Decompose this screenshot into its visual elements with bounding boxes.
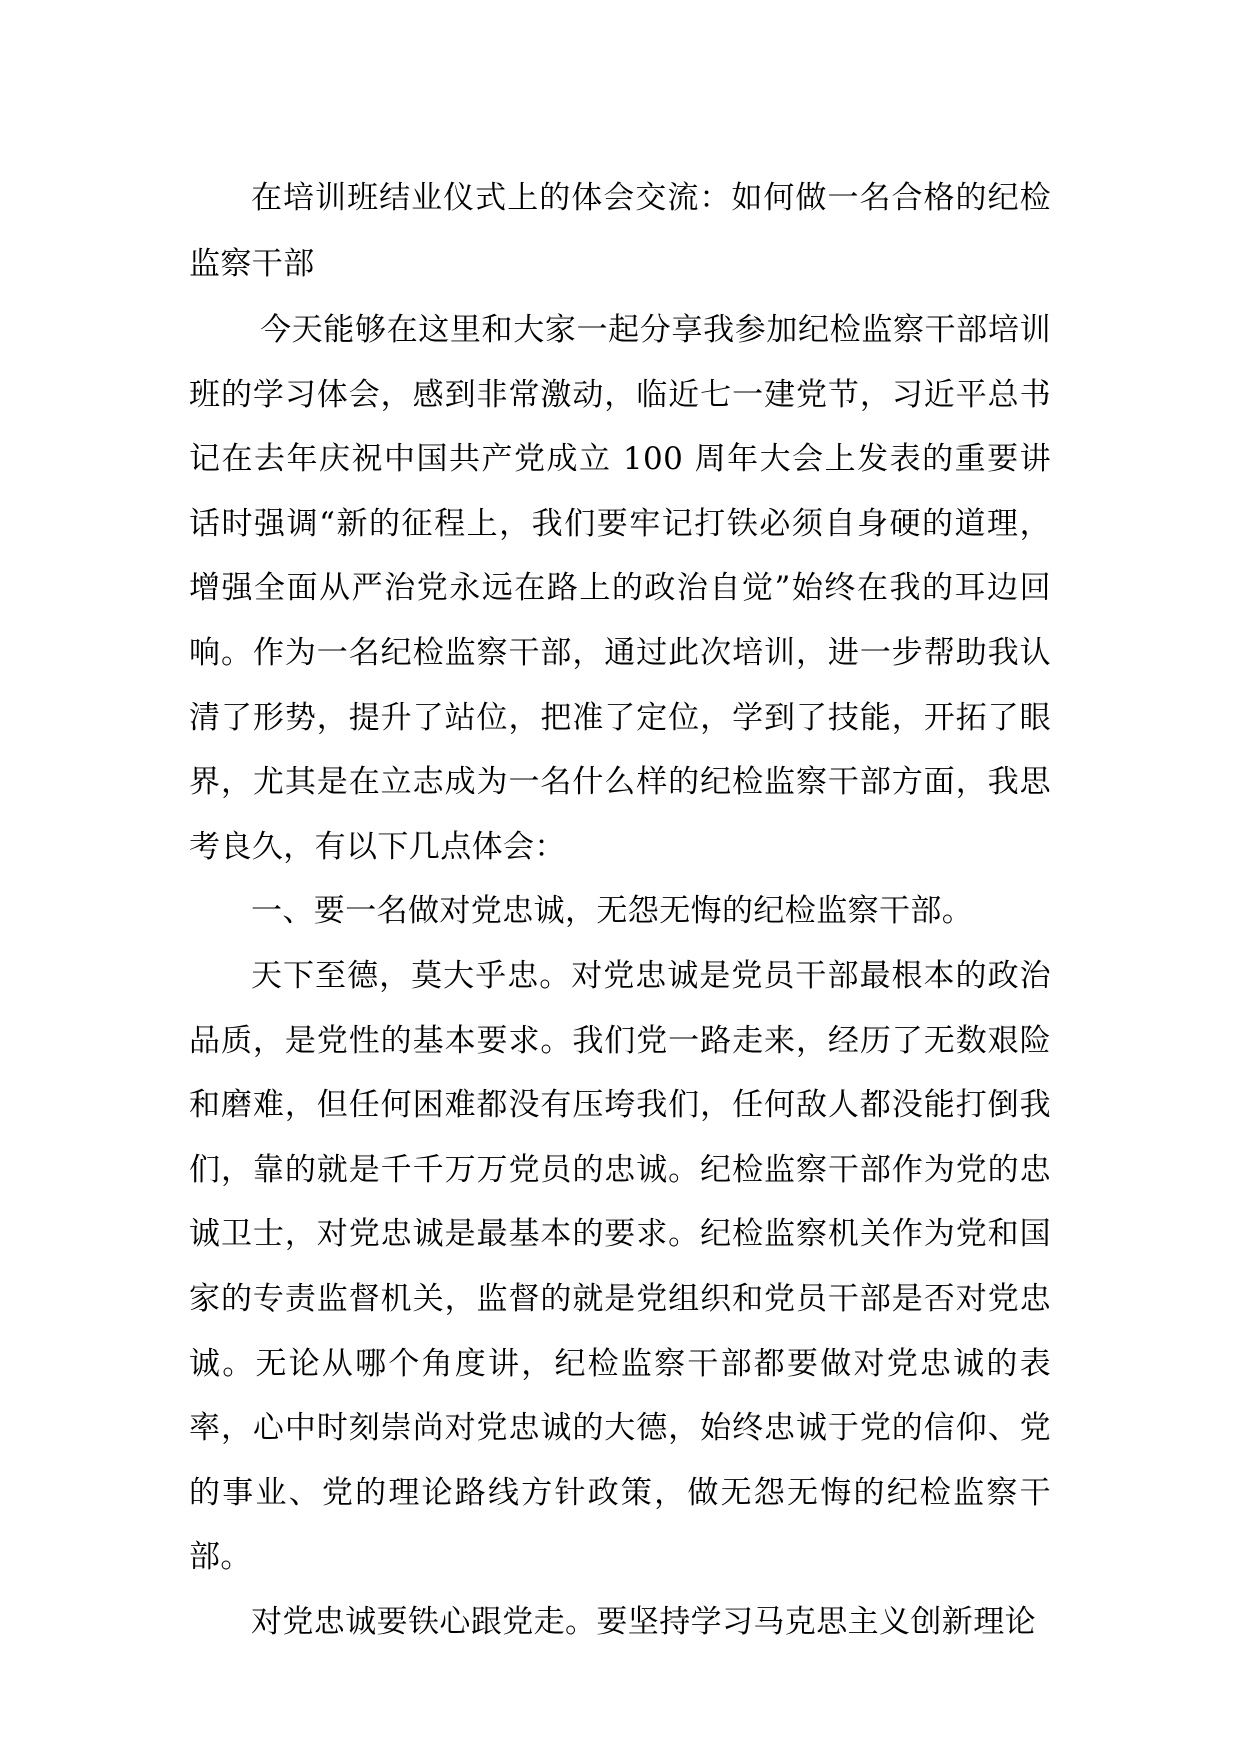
paragraph-follow-party: 对党忠诚要铁心跟党走。要坚持学习马克思主义创新理论 [251,1603,1036,1640]
document-page [189,165,1051,1725]
paragraph-intro: 今天能够在这里和大家一起分享我参加纪检监察干部培训班的学习体会，感到非常激动，临近七一建党节，习近平总书记在去年庆祝中国共产党成立 100 周年大会上发表的重要讲话时强调“新的征程上，我们要牢记打铁必须自身硬的道理，增强全面从严治党永远在路上的政治自觉”始终在我的耳边回响。作为一名纪检监察干部，通过此次培训，进一步帮助我认清了形势，提升了站位，把准了定位，学到了技能，开拓了眼界，尤其是在立志成为一名什么样的纪检监察干部方面，我思考良久，有以下几点体会： [189,312,1051,865]
paragraph-loyalty: 天下至德，莫大乎忠。对党忠诚是党员干部最根本的政治品质，是党性的基本要求。我们党一路走来，经历了无数艰险和磨难，但任何困难都没有压垮我们，任何敌人都没能打倒我们，靠的就是千千万万党员的忠诚。纪检监察干部作为党的忠诚卫士，对党忠诚是最基本的要求。纪检监察机关作为党和国家的专责监督机关，监督的就是党组织和党员干部是否对党忠诚。无论从哪个角度讲，纪检监察干部都要做对党忠诚的表率，心中时刻崇尚对党忠诚的大德，始终忠诚于党的信仰、党的事业、党的理论路线方针政策，做无怨无悔的纪检监察干部。 [189,957,1051,1576]
section-heading-1: 一、要一名做对党忠诚，无怨无悔的纪检监察干部。 [251,893,974,930]
document-title: 在培训班结业仪式上的体会交流：如何做一名合格的纪检监察干部 [189,180,1051,282]
